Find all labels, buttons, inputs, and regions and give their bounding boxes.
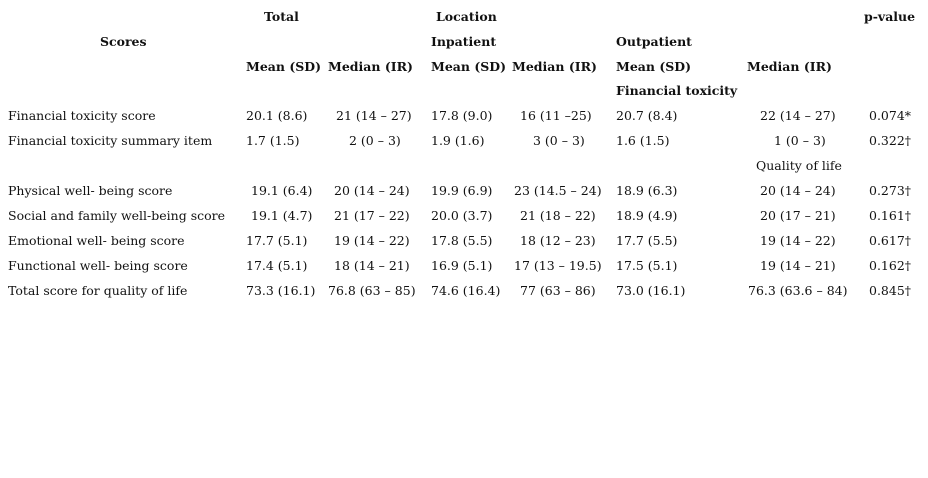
header-outpatient: Outpatient xyxy=(616,34,692,49)
outpatient-mean-sd: 17.5 (5.1) xyxy=(616,258,678,273)
outpatient-median-ir: 19 (14 – 21) xyxy=(760,258,836,273)
inpatient-mean-sd: 16.9 (5.1) xyxy=(431,258,493,273)
p-value: 0.074* xyxy=(869,108,912,123)
inpatient-mean-sd: 17.8 (9.0) xyxy=(431,108,493,123)
inpatient-median-ir: 77 (63 – 86) xyxy=(520,283,596,298)
row-label: Financial toxicity score xyxy=(8,108,156,123)
section-label-financial-toxicity: Financial toxicity xyxy=(616,83,738,98)
outpatient-mean-sd: 1.6 (1.5) xyxy=(616,133,670,148)
inpatient-median-ir: 16 (11 –25) xyxy=(520,108,592,123)
total-median-ir: 20 (14 – 24) xyxy=(334,183,410,198)
p-value: 0.162† xyxy=(869,258,912,273)
header-outpatient-mean-sd: Mean (SD) xyxy=(616,59,692,74)
header-total-median-ir: Median (IR) xyxy=(328,59,413,74)
p-value: 0.617† xyxy=(869,233,912,248)
row-label: Functional well- being score xyxy=(8,258,188,273)
header-p-value: p-value xyxy=(864,9,916,24)
outpatient-median-ir: 76.3 (63.6 – 84) xyxy=(748,283,848,298)
inpatient-median-ir: 17 (13 – 19.5) xyxy=(514,258,602,273)
inpatient-median-ir: 3 (0 – 3) xyxy=(533,133,585,148)
header-outpatient-median-ir: Median (IR) xyxy=(747,59,832,74)
outpatient-mean-sd: 18.9 (6.3) xyxy=(616,183,678,198)
outpatient-median-ir: 1 (0 – 3) xyxy=(774,133,826,148)
total-mean-sd: 19.1 (6.4) xyxy=(251,183,313,198)
p-value: 0.322† xyxy=(869,133,912,148)
header-total: Total xyxy=(264,9,299,24)
total-mean-sd: 17.4 (5.1) xyxy=(246,258,308,273)
total-median-ir: 76.8 (63 – 85) xyxy=(328,283,416,298)
header-inpatient-median-ir: Median (IR) xyxy=(512,59,597,74)
outpatient-median-ir: 19 (14 – 22) xyxy=(760,233,836,248)
total-mean-sd: 73.3 (16.1) xyxy=(246,283,316,298)
outpatient-mean-sd: 73.0 (16.1) xyxy=(616,283,686,298)
inpatient-median-ir: 23 (14.5 – 24) xyxy=(514,183,602,198)
total-median-ir: 19 (14 – 22) xyxy=(334,233,410,248)
total-mean-sd: 20.1 (8.6) xyxy=(246,108,308,123)
inpatient-mean-sd: 19.9 (6.9) xyxy=(431,183,493,198)
header-inpatient-mean-sd: Mean (SD) xyxy=(431,59,507,74)
row-label: Total score for quality of life xyxy=(8,283,188,298)
row-label: Physical well- being score xyxy=(8,183,173,198)
inpatient-median-ir: 21 (18 – 22) xyxy=(520,208,596,223)
outpatient-median-ir: 20 (14 – 24) xyxy=(760,183,836,198)
inpatient-mean-sd: 20.0 (3.7) xyxy=(431,208,493,223)
outpatient-median-ir: 22 (14 – 27) xyxy=(760,108,836,123)
total-mean-sd: 17.7 (5.1) xyxy=(246,233,308,248)
section-label-quality-of-life: Quality of life xyxy=(756,158,842,173)
total-median-ir: 21 (14 – 27) xyxy=(336,108,412,123)
row-label: Social and family well-being score xyxy=(8,208,226,223)
p-value: 0.161† xyxy=(869,208,912,223)
inpatient-mean-sd: 74.6 (16.4) xyxy=(431,283,501,298)
outpatient-mean-sd: 20.7 (8.4) xyxy=(616,108,678,123)
p-value: 0.273† xyxy=(869,183,912,198)
p-value: 0.845† xyxy=(869,283,912,298)
inpatient-median-ir: 18 (12 – 23) xyxy=(520,233,596,248)
header-inpatient: Inpatient xyxy=(431,34,497,49)
outpatient-mean-sd: 17.7 (5.5) xyxy=(616,233,678,248)
row-label: Financial toxicity summary item xyxy=(8,133,213,148)
header-total-mean-sd: Mean (SD) xyxy=(246,59,322,74)
header-location: Location xyxy=(436,9,497,24)
outpatient-mean-sd: 18.9 (4.9) xyxy=(616,208,678,223)
total-median-ir: 21 (17 – 22) xyxy=(334,208,410,223)
total-median-ir: 18 (14 – 21) xyxy=(334,258,410,273)
total-mean-sd: 19.1 (4.7) xyxy=(251,208,313,223)
inpatient-mean-sd: 1.9 (1.6) xyxy=(431,133,485,148)
total-mean-sd: 1.7 (1.5) xyxy=(246,133,300,148)
inpatient-mean-sd: 17.8 (5.5) xyxy=(431,233,493,248)
header-scores: Scores xyxy=(100,34,147,49)
total-median-ir: 2 (0 – 3) xyxy=(349,133,401,148)
outpatient-median-ir: 20 (17 – 21) xyxy=(760,208,836,223)
row-label: Emotional well- being score xyxy=(8,233,185,248)
